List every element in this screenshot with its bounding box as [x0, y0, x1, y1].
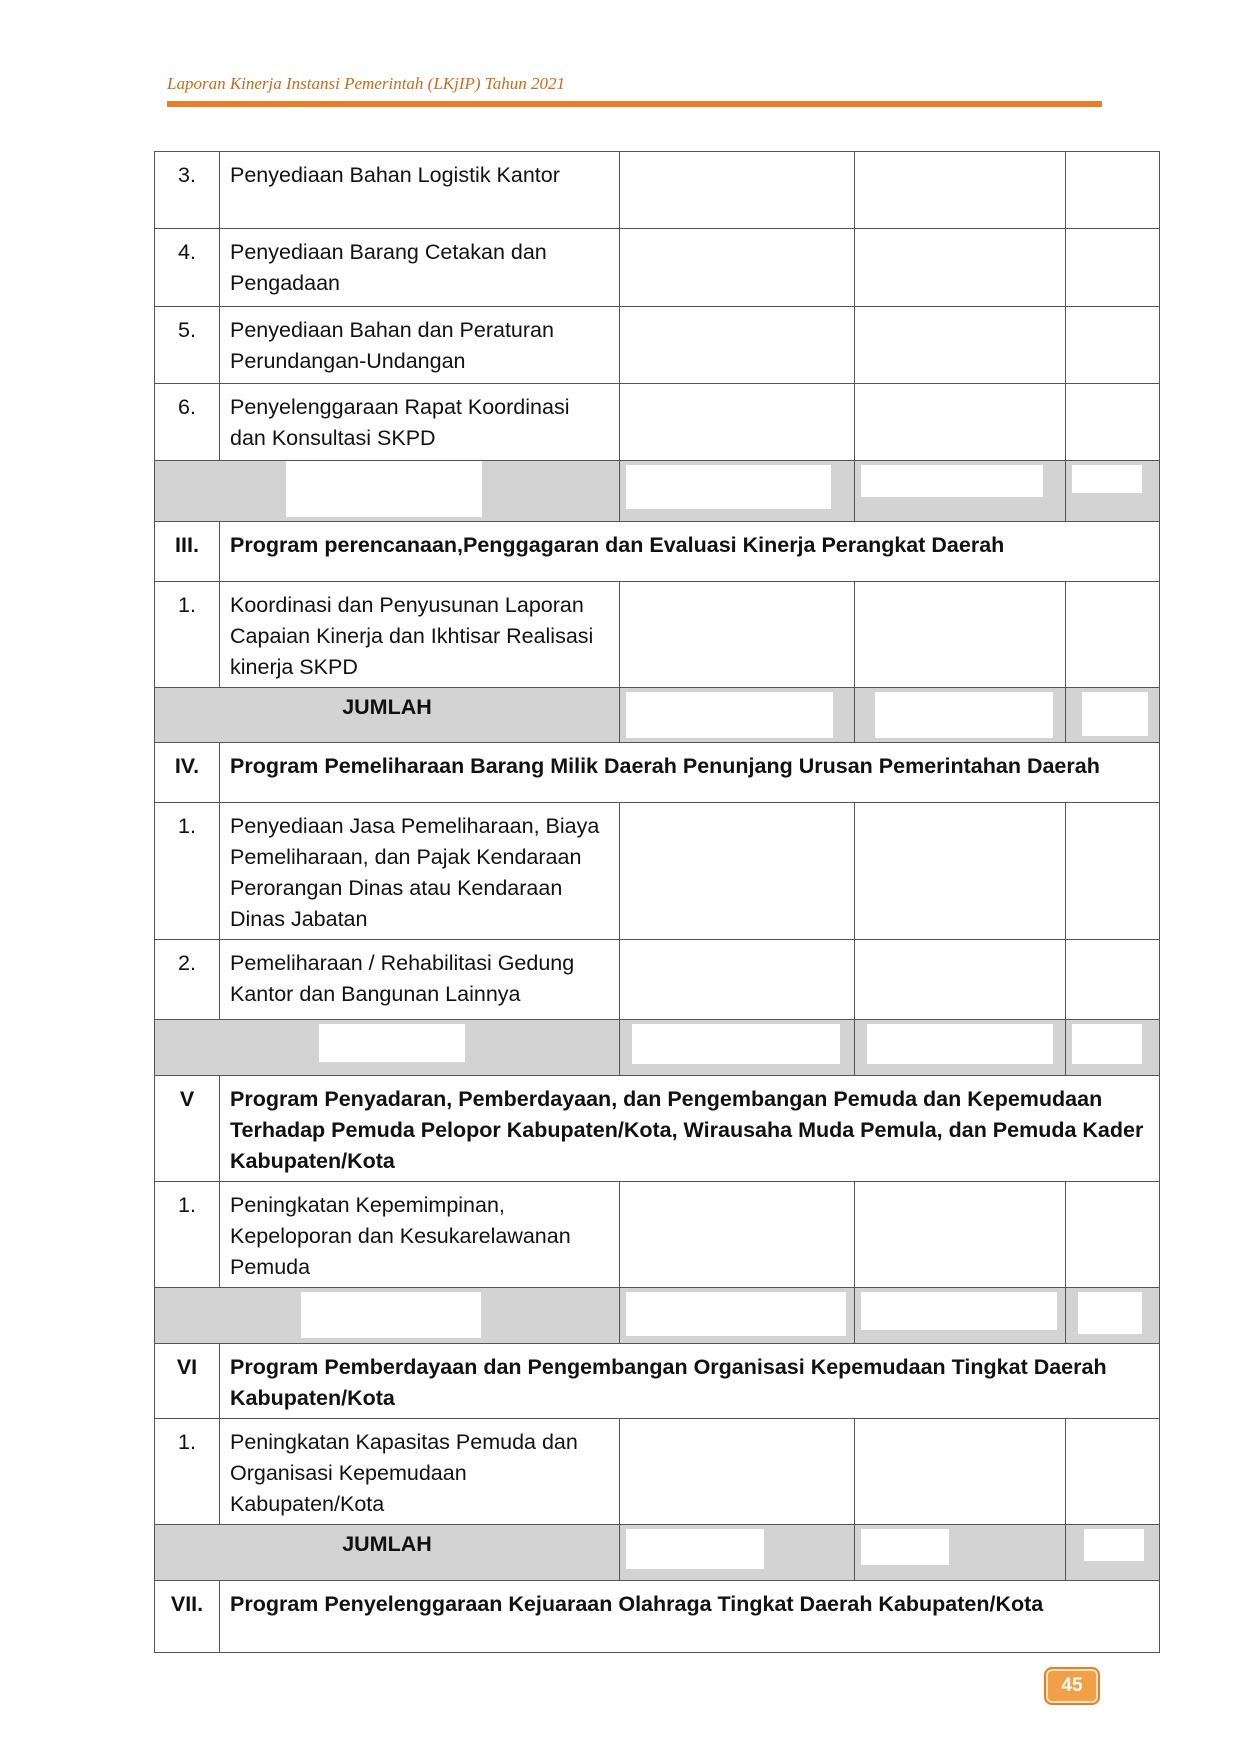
cell-empty — [855, 940, 1066, 1020]
cell-empty — [1066, 152, 1160, 229]
cell-empty — [1066, 1419, 1160, 1525]
redacted-block — [867, 1024, 1053, 1064]
jumlah-row — [155, 1525, 1160, 1581]
table-row — [155, 384, 1160, 461]
jumlah-row — [155, 688, 1160, 743]
program-number: V — [155, 1076, 220, 1182]
redacted-block — [861, 465, 1043, 497]
cell-empty — [855, 152, 1066, 229]
redacted-block — [1072, 465, 1142, 493]
cell-empty — [620, 229, 855, 307]
redacted-block — [286, 461, 482, 517]
redacted-block — [626, 1529, 764, 1569]
activity-name: Penyediaan Barang Cetakan dan Pengadaan — [220, 229, 620, 307]
program-number: VII. — [155, 1581, 220, 1653]
program-row — [155, 743, 1160, 803]
cell-empty — [1066, 229, 1160, 307]
cell-empty — [620, 940, 855, 1020]
row-number: 1. — [155, 1419, 220, 1525]
subtotal-value — [620, 461, 855, 522]
cell-empty — [620, 307, 855, 384]
program-number: III. — [155, 522, 220, 582]
redacted-block — [861, 1529, 949, 1565]
program-title: Program Penyadaran, Pemberdayaan, dan Pengembangan Pemuda dan Kepemudaan Terhadap Pemuda Pelopor Kabupaten/Kota, Wirausaha Muda Pemula, dan Pemuda Kader Kabupaten/Kota — [220, 1076, 1160, 1182]
redacted-block — [1072, 1024, 1142, 1064]
jumlah-value — [620, 1525, 855, 1581]
redacted-block — [1078, 1292, 1142, 1334]
jumlah-label: JUMLAH — [155, 688, 620, 743]
jumlah-value — [855, 1525, 1066, 1581]
activity-name: Koordinasi dan Penyusunan Laporan Capaian Kinerja dan Ikhtisar Realisasi kinerja SKPD — [220, 582, 620, 688]
subtotal-row — [155, 1288, 1160, 1344]
activity-name: Peningkatan Kepemimpinan, Kepeloporan dan Kesukarelawanan Pemuda — [220, 1182, 620, 1288]
cell-empty — [1066, 582, 1160, 688]
program-row — [155, 1076, 1160, 1182]
subtotal-label-cell — [155, 461, 620, 522]
activity-name: Penyediaan Jasa Pemeliharaan, Biaya Pemeliharaan, dan Pajak Kendaraan Perorangan Dinas atau Kendaraan Dinas Jabatan — [220, 803, 620, 940]
program-title: Program Penyelenggaraan Kejuaraan Olahraga Tingkat Daerah Kabupaten/Kota — [220, 1581, 1160, 1653]
redacted-block — [319, 1024, 465, 1062]
table-row — [155, 1419, 1160, 1525]
cell-empty — [855, 1419, 1066, 1525]
redacted-block — [626, 1292, 846, 1336]
redacted-block — [301, 1292, 481, 1338]
cell-empty — [620, 152, 855, 229]
cell-empty — [855, 307, 1066, 384]
subtotal-value — [855, 1020, 1066, 1076]
activity-name: Penyediaan Bahan dan Peraturan Perundangan-Undangan — [220, 307, 620, 384]
cell-empty — [620, 1182, 855, 1288]
page-number-badge: 45 — [1044, 1667, 1100, 1705]
cell-empty — [1066, 803, 1160, 940]
subtotal-label-cell — [155, 1288, 620, 1344]
cell-empty — [855, 803, 1066, 940]
cell-empty — [1066, 384, 1160, 461]
jumlah-value — [620, 688, 855, 743]
activity-name: Penyediaan Bahan Logistik Kantor — [220, 152, 620, 229]
row-number: 1. — [155, 582, 220, 688]
cell-empty — [855, 229, 1066, 307]
activity-name: Pemeliharaan / Rehabilitasi Gedung Kantor dan Bangunan Lainnya — [220, 940, 620, 1020]
redacted-block — [1084, 1529, 1144, 1561]
cell-empty — [620, 384, 855, 461]
row-number: 1. — [155, 803, 220, 940]
cell-empty — [1066, 1182, 1160, 1288]
jumlah-label: JUMLAH — [155, 1525, 620, 1581]
cell-empty — [855, 1182, 1066, 1288]
activity-name: Penyelenggaraan Rapat Koordinasi dan Konsultasi SKPD — [220, 384, 620, 461]
table-row — [155, 1182, 1160, 1288]
table-row — [155, 307, 1160, 384]
table-row — [155, 152, 1160, 229]
subtotal-value — [1066, 1020, 1160, 1076]
subtotal-value — [620, 1020, 855, 1076]
cell-empty — [620, 1419, 855, 1525]
subtotal-value — [855, 1288, 1066, 1344]
row-number: 1. — [155, 1182, 220, 1288]
program-title: Program Pemeliharaan Barang Milik Daerah Penunjang Urusan Pemerintahan Daerah — [220, 743, 1160, 803]
program-number: VI — [155, 1344, 220, 1419]
cell-empty — [620, 582, 855, 688]
redacted-block — [626, 692, 833, 738]
activity-name: Peningkatan Kapasitas Pemuda dan Organisasi Kepemudaan Kabupaten/Kota — [220, 1419, 620, 1525]
report-header-title: Laporan Kinerja Instansi Pemerintah (LKjIP) Tahun 2021 — [167, 74, 565, 93]
cell-empty — [620, 803, 855, 940]
redacted-block — [626, 465, 831, 509]
program-row — [155, 522, 1160, 582]
row-number: 3. — [155, 152, 220, 229]
jumlah-value — [1066, 1525, 1160, 1581]
table-row — [155, 229, 1160, 307]
table-row — [155, 940, 1160, 1020]
program-number: IV. — [155, 743, 220, 803]
row-number: 6. — [155, 384, 220, 461]
redacted-block — [632, 1024, 840, 1064]
program-title: Program perencanaan,Penggagaran dan Evaluasi Kinerja Perangkat Daerah — [220, 522, 1160, 582]
redacted-block — [861, 1292, 1057, 1330]
program-row — [155, 1581, 1160, 1653]
header-rule — [167, 101, 1102, 107]
subtotal-label-cell — [155, 1020, 620, 1076]
subtotal-value — [855, 461, 1066, 522]
cell-empty — [1066, 307, 1160, 384]
table-row — [155, 582, 1160, 688]
cell-empty — [1066, 940, 1160, 1020]
program-table — [154, 151, 1160, 1653]
subtotal-value — [620, 1288, 855, 1344]
jumlah-value — [855, 688, 1066, 743]
subtotal-value — [1066, 1288, 1160, 1344]
redacted-block — [875, 692, 1053, 738]
subtotal-row — [155, 461, 1160, 522]
cell-empty — [855, 384, 1066, 461]
program-title: Program Pemberdayaan dan Pengembangan Organisasi Kepemudaan Tingkat Daerah Kabupaten/Kota — [220, 1344, 1160, 1419]
subtotal-row — [155, 1020, 1160, 1076]
row-number: 5. — [155, 307, 220, 384]
program-row — [155, 1344, 1160, 1419]
subtotal-value — [1066, 461, 1160, 522]
row-number: 2. — [155, 940, 220, 1020]
cell-empty — [855, 582, 1066, 688]
jumlah-value — [1066, 688, 1160, 743]
redacted-block — [1082, 692, 1148, 736]
table-row — [155, 803, 1160, 940]
row-number: 4. — [155, 229, 220, 307]
